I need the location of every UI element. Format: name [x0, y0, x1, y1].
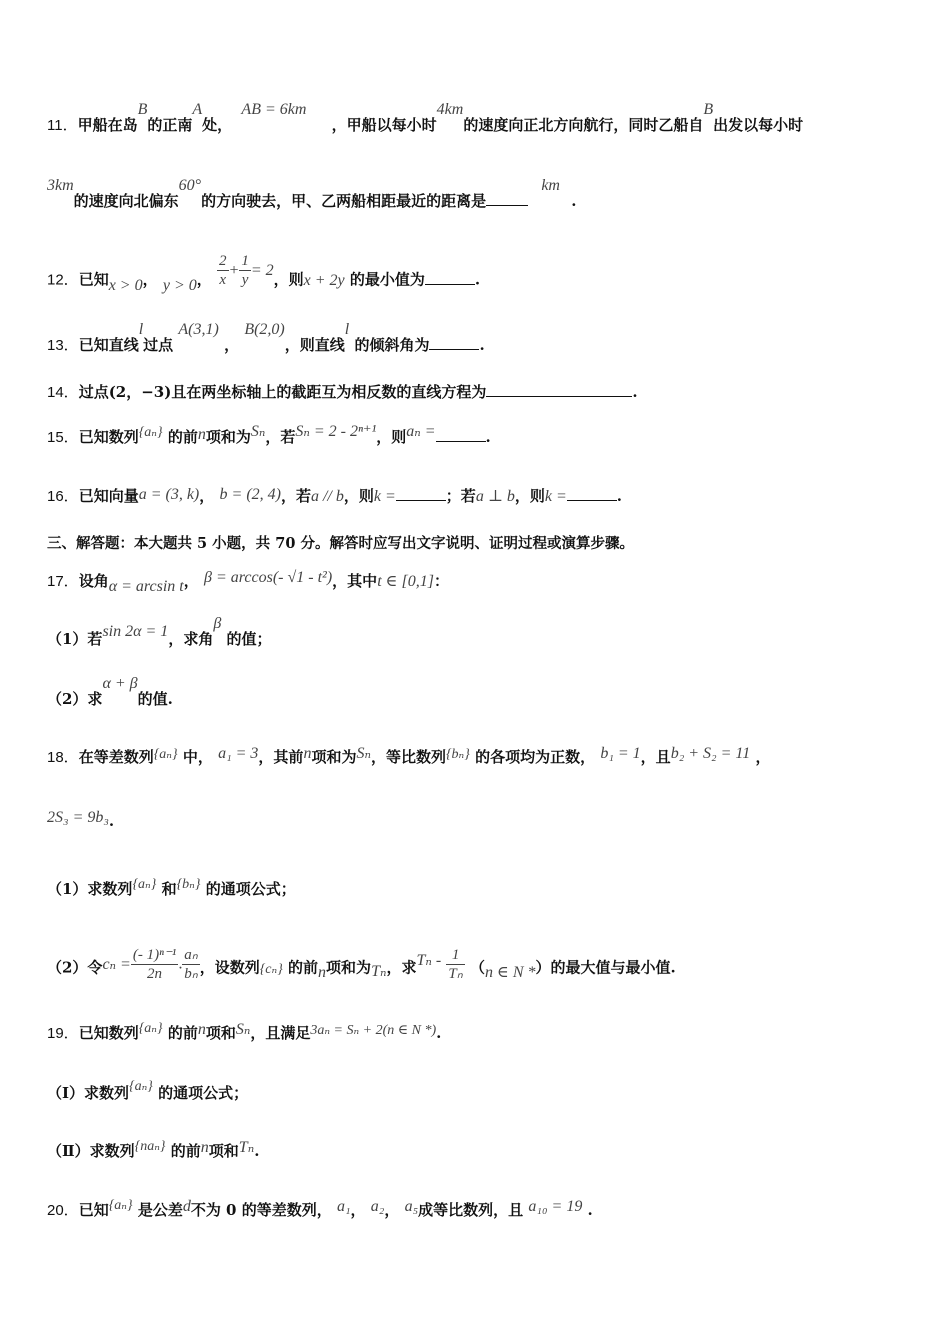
math: AB = 6km	[241, 101, 307, 118]
math: a // b	[310, 488, 344, 505]
math: α = arcsin t	[108, 578, 184, 595]
math: {bₙ}	[445, 747, 470, 762]
fraction-denominator: y	[241, 272, 249, 288]
math: 4km	[436, 101, 464, 118]
fraction-numerator: 1	[446, 946, 464, 965]
text: ，等比数列	[370, 748, 446, 766]
question-number: 11．	[47, 117, 78, 134]
text: 项和为	[326, 958, 372, 977]
fraction	[182, 946, 199, 983]
math: β	[213, 615, 222, 632]
text: ，若	[280, 487, 311, 505]
math: a₁ = 3	[218, 745, 259, 762]
text: 和	[161, 880, 177, 898]
text: 项和为	[205, 428, 251, 446]
math: a ⊥ b	[475, 488, 515, 505]
text: 设角	[78, 572, 109, 590]
math: ·	[178, 959, 183, 977]
text: .	[616, 487, 623, 505]
fraction-numerator: 2	[219, 253, 227, 269]
text: 的前	[167, 428, 198, 446]
text: ，其前	[258, 748, 304, 766]
text: 是公差	[137, 1201, 183, 1219]
text: ）的最大值与最小值.	[535, 958, 676, 977]
text: .	[436, 1024, 442, 1042]
text: 出发以每小时	[713, 116, 804, 134]
answer-blank[interactable]	[486, 193, 528, 206]
fraction-denominator: 2n	[147, 966, 163, 982]
answer-blank[interactable]	[396, 488, 446, 501]
fraction	[446, 946, 464, 983]
text: .	[479, 336, 485, 354]
q18-line2	[47, 809, 910, 831]
answer-blank[interactable]	[567, 488, 617, 501]
question-number: 16．	[47, 488, 79, 505]
math: +	[228, 261, 240, 279]
text: ，若	[265, 428, 296, 446]
math: = 2	[250, 261, 274, 279]
math: Tₙ -	[416, 951, 442, 969]
math: Tₙ	[371, 962, 387, 980]
math: b = (2, 4)	[219, 486, 281, 503]
q14-line	[47, 381, 910, 402]
math: y > 0	[162, 276, 197, 294]
math: 2S₃ = 9b₃	[47, 809, 109, 826]
math: {aₙ}	[153, 747, 178, 762]
text: ：	[433, 572, 449, 590]
text: 的速度向正北方向航行，同时乙船自	[463, 116, 704, 134]
text: 的前	[288, 958, 319, 977]
question-number: 13．	[47, 337, 79, 354]
text: .	[474, 270, 481, 289]
fraction-numerator: 1	[241, 253, 249, 269]
math: A	[192, 101, 203, 118]
math: Sₙ	[250, 423, 266, 440]
q20-line	[47, 1199, 910, 1220]
text: ，甲船以每小时	[331, 116, 437, 134]
math: 3km	[47, 177, 74, 194]
q19-line	[47, 1022, 910, 1043]
text: ，则直线	[284, 336, 345, 354]
text: .	[254, 1142, 260, 1160]
math: l	[138, 321, 144, 338]
q15-line	[47, 423, 910, 447]
text: 的值.	[137, 690, 173, 708]
q11-line2	[47, 177, 910, 211]
text: ；若	[445, 487, 476, 505]
math: cₙ =	[102, 955, 131, 973]
text: （Ⅱ）求数列	[47, 1142, 135, 1160]
math: x + 2y	[303, 271, 345, 289]
text: 的前	[167, 1024, 198, 1042]
math: B	[703, 101, 714, 118]
text: .	[632, 383, 638, 401]
fraction	[239, 252, 251, 289]
text: 的前	[170, 1142, 201, 1160]
math: {cₙ}	[259, 961, 283, 977]
section-heading: 三、解答题：本大题共 5 小题，共 70 分。解答时应写出文字说明、证明过程或演算步骤。	[47, 535, 634, 552]
text: 的方向驶去，甲、乙两船相距最近的距离是	[201, 192, 487, 210]
text: 处，	[202, 116, 233, 134]
text: 已知数列	[78, 428, 139, 446]
math: a₁₀ = 19	[528, 1198, 583, 1215]
text: .	[571, 192, 577, 210]
q13-line	[47, 321, 910, 355]
fraction-numerator: (- 1)ⁿ⁻¹	[132, 947, 177, 963]
answer-blank[interactable]	[486, 384, 632, 397]
math: t ∈ [0,1]	[377, 573, 434, 590]
text: .	[587, 1201, 593, 1219]
text: ，	[183, 572, 199, 590]
math: b₂ + S₂ = 11	[670, 745, 751, 762]
text: 的通项公式；	[158, 1084, 249, 1102]
math: b₁ = 1	[600, 745, 641, 762]
math: n	[303, 745, 312, 762]
text: 中，	[182, 748, 213, 766]
math: 60°	[178, 177, 202, 194]
text: 项和	[208, 1142, 239, 1160]
text: ，则	[514, 487, 545, 505]
math: km	[541, 177, 560, 194]
math: {aₙ}	[129, 1079, 153, 1094]
math: B(2,0)	[244, 321, 285, 338]
question-number: 15．	[47, 429, 79, 446]
math: β = arccos(- √1 - t²)	[204, 569, 333, 586]
math: l	[344, 321, 350, 338]
q16-line	[47, 485, 910, 506]
math: aₙ =	[406, 423, 436, 440]
text: 过点(2，−3)且在两坐标轴上的截距互为相反数的直线方程为	[78, 383, 487, 401]
q17-part1	[47, 615, 910, 649]
answer-blank[interactable]	[436, 429, 486, 442]
text: （2）求	[47, 690, 103, 708]
text: ，且	[640, 748, 671, 766]
q17-line	[47, 569, 910, 595]
answer-blank[interactable]	[429, 337, 479, 350]
question-number: 14．	[47, 384, 79, 401]
math: a₅	[404, 1198, 419, 1215]
math: {aₙ}	[138, 425, 163, 440]
math: Sₙ = 2 - 2ⁿ⁺¹	[295, 423, 377, 440]
math: B	[137, 101, 148, 118]
math: {bₙ}	[176, 877, 201, 892]
text: ，其中	[332, 572, 378, 590]
text: ，则	[376, 428, 407, 446]
text: ，	[142, 270, 158, 289]
q18-part2	[47, 947, 910, 987]
math: sin 2α = 1	[102, 623, 169, 640]
question-number: 20．	[47, 1202, 79, 1219]
q12-line	[47, 253, 910, 299]
text: 的速度向北偏东	[73, 192, 179, 210]
text: 过点	[143, 336, 174, 354]
question-number: 19．	[47, 1025, 79, 1042]
fraction-denominator: Tₙ	[448, 966, 463, 982]
answer-blank[interactable]	[425, 272, 475, 285]
text: ，求角	[168, 630, 214, 648]
math: n ∈ N *	[485, 963, 536, 981]
text: （1）若	[47, 630, 103, 648]
text: 不为 0 的等差数列，	[190, 1201, 332, 1219]
text: ，则	[273, 270, 304, 289]
text: 的最小值为	[349, 270, 425, 289]
q11-line1	[47, 101, 910, 135]
fraction	[217, 252, 229, 289]
text: 项和	[205, 1024, 236, 1042]
text: 已知向量	[78, 487, 139, 505]
math: {aₙ}	[132, 877, 157, 892]
text: ，	[196, 270, 212, 289]
q18-line1	[47, 746, 910, 767]
math: Tₙ	[238, 1139, 255, 1156]
math: {naₙ}	[134, 1139, 166, 1154]
q17-part2	[47, 675, 910, 709]
q19-part2	[47, 1140, 910, 1161]
math: k =	[544, 488, 567, 505]
text: 成等比数列，且	[418, 1201, 524, 1219]
math: Sₙ	[356, 745, 371, 762]
math: d	[182, 1198, 191, 1215]
math: k =	[373, 488, 396, 505]
fraction	[131, 946, 178, 983]
math: A(3,1)	[178, 321, 219, 338]
text: （1）求数列	[47, 880, 133, 898]
question-number: 17．	[47, 573, 79, 590]
math: n	[200, 1139, 209, 1156]
question-number: 18．	[47, 749, 79, 766]
math: Sₙ	[235, 1021, 251, 1038]
text: 的通项公式；	[205, 880, 296, 898]
text: .	[485, 428, 491, 446]
text: ，求	[386, 958, 417, 977]
text: 的值；	[226, 630, 272, 648]
math: n	[318, 963, 327, 981]
text: 项和为	[311, 748, 357, 766]
fraction-denominator: bₙ	[184, 966, 198, 982]
q18-part1	[47, 878, 910, 899]
text: 已知	[78, 1201, 109, 1219]
math: x > 0	[108, 276, 143, 294]
math: a₂	[370, 1198, 385, 1215]
text: 的正南	[147, 116, 193, 134]
text: ，	[384, 1201, 400, 1219]
text: .	[108, 812, 115, 830]
text: 在等差数列	[78, 748, 154, 766]
text: ，且满足	[250, 1024, 311, 1042]
text: （2）令	[47, 958, 103, 977]
math: a₁	[336, 1198, 351, 1215]
text: ，	[224, 336, 240, 354]
math: {aₙ}	[138, 1021, 163, 1036]
text: 已知直线	[78, 336, 139, 354]
text: 甲船在岛	[77, 116, 138, 134]
fraction-numerator: aₙ	[184, 947, 198, 963]
text: ，	[755, 748, 771, 766]
math: n	[197, 426, 206, 443]
math: n	[197, 1021, 206, 1038]
text: （Ⅰ）求数列	[47, 1084, 130, 1102]
text: 已知数列	[78, 1024, 139, 1042]
text: ，	[350, 1201, 366, 1219]
math: 3aₙ = Sₙ + 2(n ∈ N *)	[310, 1023, 437, 1038]
text: （	[469, 958, 485, 977]
math: {aₙ}	[108, 1198, 133, 1213]
text: 的倾斜角为	[354, 336, 430, 354]
text: ，则	[343, 487, 374, 505]
text: 已知	[78, 270, 109, 289]
fraction-denominator: x	[219, 272, 227, 288]
math: α + β	[102, 675, 138, 692]
math: a = (3, k)	[138, 486, 200, 503]
text: ，	[199, 487, 215, 505]
question-number: 12．	[47, 271, 79, 289]
text: 的各项均为正数，	[475, 748, 596, 766]
q19-part1	[47, 1079, 910, 1103]
text: ，设数列	[199, 958, 260, 977]
